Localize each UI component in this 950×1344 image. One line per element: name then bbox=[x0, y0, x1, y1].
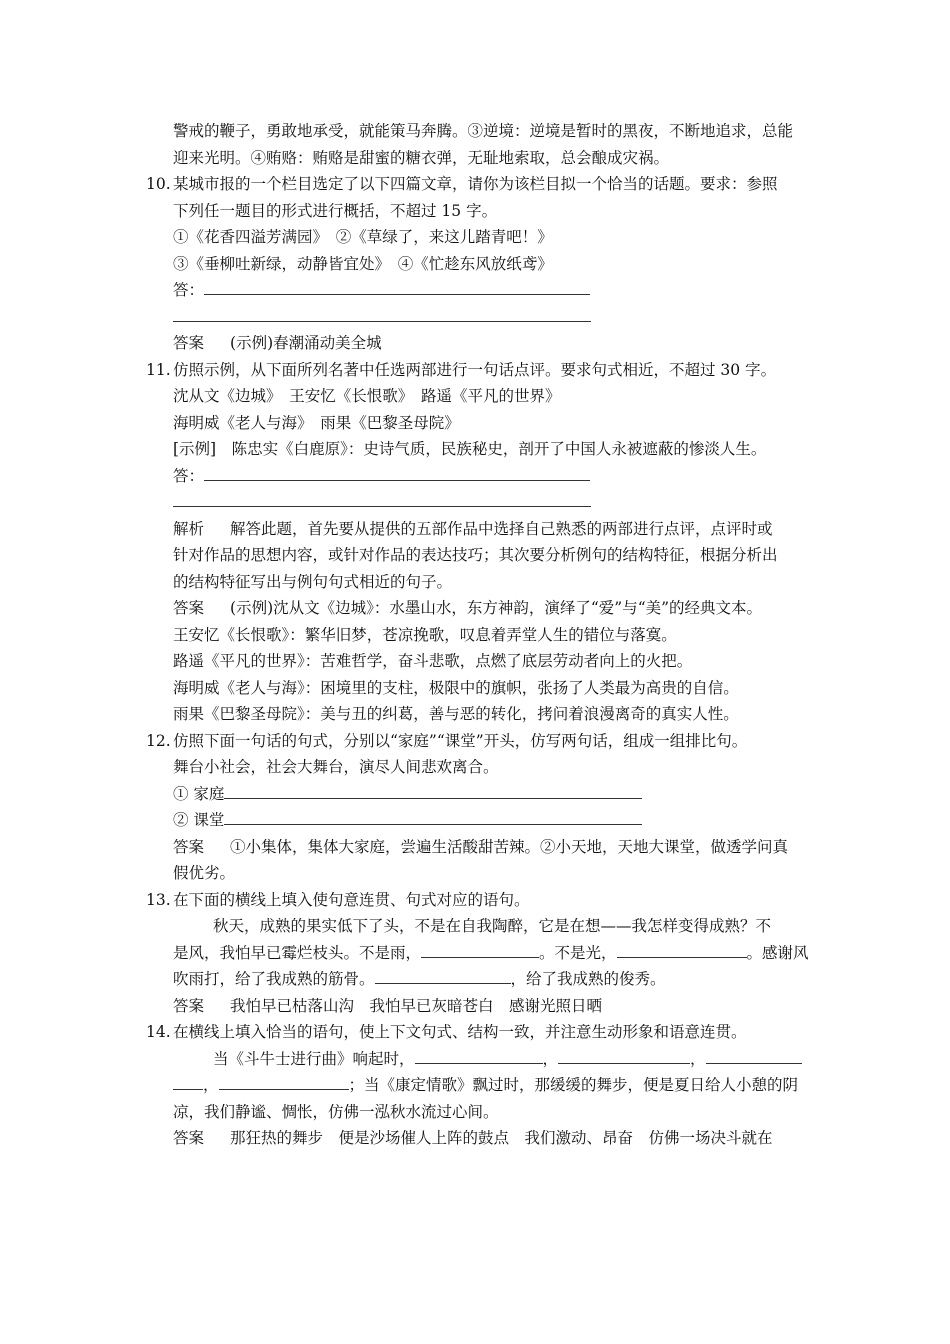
question-number: 14. bbox=[146, 1023, 171, 1041]
answer-blank[interactable] bbox=[204, 280, 590, 295]
answer-key-text: 那狂热的舞步 便是沙场催人上阵的鼓点 我们激动、昂奋 仿佛一场决斗就在 bbox=[230, 1129, 773, 1147]
answer-line bbox=[0, 277, 950, 304]
passage-text: ， bbox=[542, 1049, 559, 1068]
answer-key-text: 海明威《老人与海》：困境里的支柱，极限中的旗帜，张扬了人类最为高贵的自信。 bbox=[173, 678, 739, 697]
answer-label: 答： bbox=[173, 466, 205, 485]
passage-text: 当《斗牛士进行曲》响起时， bbox=[213, 1049, 415, 1068]
answer-key bbox=[0, 595, 950, 622]
fill-blank[interactable] bbox=[706, 1049, 802, 1064]
answer-key-label: 答案 bbox=[173, 599, 205, 617]
answer-key-label: 答案 bbox=[173, 996, 205, 1015]
answer-key-text: 我怕早已枯落山沟 我怕早已灰暗苍白 感谢光照日晒 bbox=[230, 996, 603, 1015]
answer-key-text: 路遥《平凡的世界》：苦难哲学，奋斗悲歌，点燃了底层劳动者向上的火把。 bbox=[173, 652, 693, 670]
passage-text: ， bbox=[690, 1049, 706, 1068]
question-text: 某城市报的一个栏目选定了以下四篇文章，请你为该栏目拟一个恰当的话题。要求：参照 bbox=[173, 175, 778, 193]
document-body bbox=[0, 118, 950, 1152]
passage-text: ， bbox=[203, 1076, 219, 1094]
fill-line bbox=[0, 807, 950, 834]
question-text: 在横线上填入恰当的语句，使上下文句式、结构一致，并注意生动形象和语意连贯。 bbox=[173, 1023, 747, 1041]
question-number: 11. bbox=[146, 360, 171, 379]
answer-line bbox=[0, 489, 950, 516]
question-11 bbox=[0, 357, 950, 384]
fill-line bbox=[0, 781, 950, 808]
answer-line bbox=[0, 304, 950, 331]
analysis-text: 解答此题，首先要从提供的五部作品中选择自己熟悉的两部进行点评，点评时或 bbox=[230, 519, 773, 538]
passage-line bbox=[0, 1046, 950, 1073]
answer-key-text: ①小集体，集体大家庭，尝遍生活酸甜苦辣。②小天地，天地大课堂，做透学问真 bbox=[230, 837, 789, 856]
answer-label: 答： bbox=[173, 281, 205, 299]
answer-line bbox=[0, 463, 950, 490]
answer-key bbox=[0, 993, 950, 1020]
answer-key-label: 答案 bbox=[173, 334, 205, 352]
passage-line: 秋天，成熟的果实低下了头，不是在自我陶醉，它是在想——我怎样变得成熟？不 bbox=[213, 917, 772, 935]
answer-key-label: 答案 bbox=[173, 1129, 205, 1147]
analysis-text: 针对作品的思想内容，或针对作品的表达技巧；其次要分析例句的结构特征，根据分析出 bbox=[173, 546, 778, 564]
answer-key-label: 答案 bbox=[173, 837, 205, 856]
title-options: ①《花香四溢芳满园》 ②《草绿了，来这儿踏青吧！》 bbox=[173, 228, 553, 246]
question-10 bbox=[0, 171, 950, 198]
answer-blank[interactable] bbox=[173, 307, 591, 322]
passage-line: 凉，我们静谧、惆怅，仿佛一泓秋水流过心间。 bbox=[173, 1102, 499, 1121]
answer-key-text: (示例)沈从文《边城》：水墨山水，东方神韵，演绎了“爱”与“美”的经典文本。 bbox=[230, 599, 763, 617]
model-sentence: 舞台小社会，社会大舞台，演尽人间悲欢离合。 bbox=[173, 758, 499, 776]
fill-blank[interactable] bbox=[224, 810, 642, 825]
fill-label: ① 家庭 bbox=[173, 784, 225, 803]
passage-text: 。不是光， bbox=[539, 943, 617, 962]
fill-blank[interactable] bbox=[415, 1049, 543, 1064]
answer-key bbox=[0, 330, 950, 357]
title-options: ③《垂柳吐新绿，动静皆宜处》 ④《忙趁东风放纸鸢》 bbox=[173, 254, 553, 273]
question-text: 仿照下面一句话的句式，分别以“家庭”“课堂”开头，仿写两句话，组成一组排比句。 bbox=[173, 731, 748, 750]
answer-blank[interactable] bbox=[173, 492, 591, 507]
answer-key bbox=[0, 1125, 950, 1152]
question-number: 10. bbox=[146, 175, 171, 193]
fill-blank[interactable] bbox=[558, 1049, 690, 1064]
passage-line bbox=[0, 966, 950, 993]
passage-line bbox=[0, 1072, 950, 1099]
example: [示例] 陈忠实《白鹿原》：史诗气质，民族秘史，剖开了中国人永被遮蔽的惨淡人生。 bbox=[173, 440, 767, 458]
passage-text: 吹雨打，给了我成熟的筋骨。 bbox=[173, 970, 375, 988]
answer-key-text: (示例)春潮涌动美全城 bbox=[230, 334, 382, 352]
question-14 bbox=[0, 1019, 950, 1046]
fill-blank[interactable] bbox=[421, 943, 539, 958]
question-text: 仿照示例，从下面所列名著中任选两部进行一句话点评。要求句式相近，不超过 30 字。 bbox=[173, 360, 777, 379]
book-list: 沈从文《边城》 王安忆《长恨歌》 路遥《平凡的世界》 bbox=[173, 387, 561, 405]
book-list: 海明威《老人与海》 雨果《巴黎圣母院》 bbox=[173, 413, 460, 432]
passage-text: 。感谢风 bbox=[746, 943, 809, 962]
passage-text: 是风，我怕早已霉烂枝头。不是雨， bbox=[173, 943, 422, 962]
fill-blank[interactable] bbox=[375, 969, 511, 984]
question-13 bbox=[0, 887, 950, 914]
answer-key-text: 雨果《巴黎圣母院》：美与丑的纠葛，善与恶的转化，拷问着浪漫离奇的真实人性。 bbox=[173, 705, 739, 723]
fill-blank[interactable] bbox=[224, 784, 642, 799]
question-12 bbox=[0, 728, 950, 755]
question-text: 下列任一题目的形式进行概括，不超过 15 字。 bbox=[173, 201, 498, 220]
passage-text: ；当《康定情歌》飘过时，那缓缓的舞步，便是夏日给人小憩的阴 bbox=[348, 1076, 799, 1094]
passage-line bbox=[0, 940, 950, 967]
answer-key-text: 假优劣。 bbox=[173, 864, 236, 882]
question-text: 在下面的横线上填入使句意连贯、句式对应的语句。 bbox=[173, 890, 530, 909]
answer-key bbox=[0, 834, 950, 861]
fill-blank[interactable] bbox=[173, 1075, 203, 1090]
analysis bbox=[0, 516, 950, 543]
question-number: 13. bbox=[146, 890, 171, 909]
fill-blank[interactable] bbox=[219, 1075, 349, 1090]
question-number: 12. bbox=[146, 731, 171, 750]
answer-blank[interactable] bbox=[204, 466, 590, 481]
fill-blank[interactable] bbox=[617, 943, 747, 958]
analysis-label: 解析 bbox=[173, 519, 205, 538]
intro-line: 警戒的鞭子，勇敢地承受，就能策马奔腾。③逆境：逆境是暂时的黑夜，不断地追求，总能 bbox=[173, 122, 794, 140]
passage-text: ，给了我成熟的俊秀。 bbox=[510, 970, 666, 988]
answer-key-text: 王安忆《长恨歌》：繁华旧梦，苍凉挽歌，叹息着弄堂人生的错位与落寞。 bbox=[173, 625, 677, 644]
analysis-text: 的结构特征写出与例句句式相近的句子。 bbox=[173, 572, 453, 591]
fill-label: ② 课堂 bbox=[173, 811, 225, 829]
intro-line: 迎来光明。④贿赂：贿赂是甜蜜的糖衣弹，无耻地索取，总会酿成灾祸。 bbox=[173, 148, 670, 167]
